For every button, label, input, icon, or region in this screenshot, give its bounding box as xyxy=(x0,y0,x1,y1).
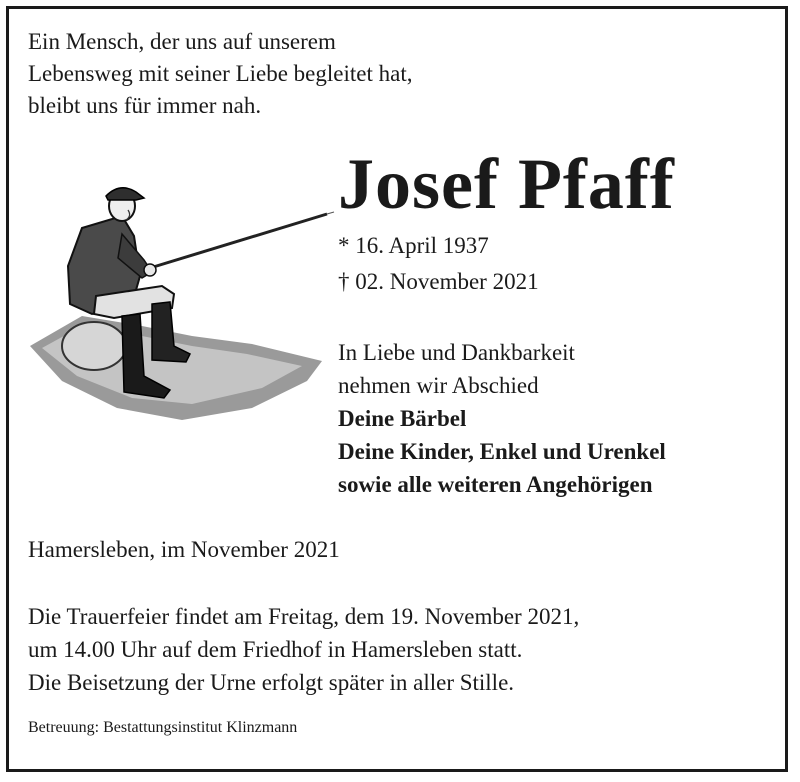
farewell-line: nehmen wir Abschied xyxy=(338,373,539,398)
ceremony-line: um 14.00 Uhr auf dem Friedhof in Hamersleben statt. xyxy=(28,637,523,662)
death-date: † 02. November 2021 xyxy=(338,269,539,294)
mourner-name: Deine Kinder, Enkel und Urenkel xyxy=(338,439,666,464)
ceremony-line: Die Beisetzung der Urne erfolgt später in aller Stille. xyxy=(28,670,515,695)
farewell-line: In Liebe und Dankbarkeit xyxy=(338,340,575,365)
fisherman-icon xyxy=(22,176,342,426)
ceremony-line: Die Trauerfeier findet am Freitag, dem 19. November 2021, xyxy=(28,604,580,629)
motto-line: Ein Mensch, der uns auf unserem xyxy=(28,29,336,54)
motto-line: Lebensweg mit seiner Liebe begleitet hat, xyxy=(28,61,413,86)
mourners-block xyxy=(338,336,666,501)
life-dates xyxy=(338,228,539,300)
mourner-name: Deine Bärbel xyxy=(338,406,467,431)
motto xyxy=(28,26,412,122)
birth-date: * 16. April 1937 xyxy=(338,233,489,258)
motto-line: bleibt uns für immer nah. xyxy=(28,93,262,118)
mourner-name: sowie alle weiteren Angehörigen xyxy=(338,472,653,497)
deceased-name: Josef Pfaff xyxy=(338,144,675,224)
place-date: Hamersleben, im November 2021 xyxy=(28,537,340,562)
undertaker-credit: Betreuung: Bestattungsinstitut Klinzmann xyxy=(28,719,298,736)
ceremony-info xyxy=(28,600,579,699)
fisherman-illustration xyxy=(22,176,342,426)
